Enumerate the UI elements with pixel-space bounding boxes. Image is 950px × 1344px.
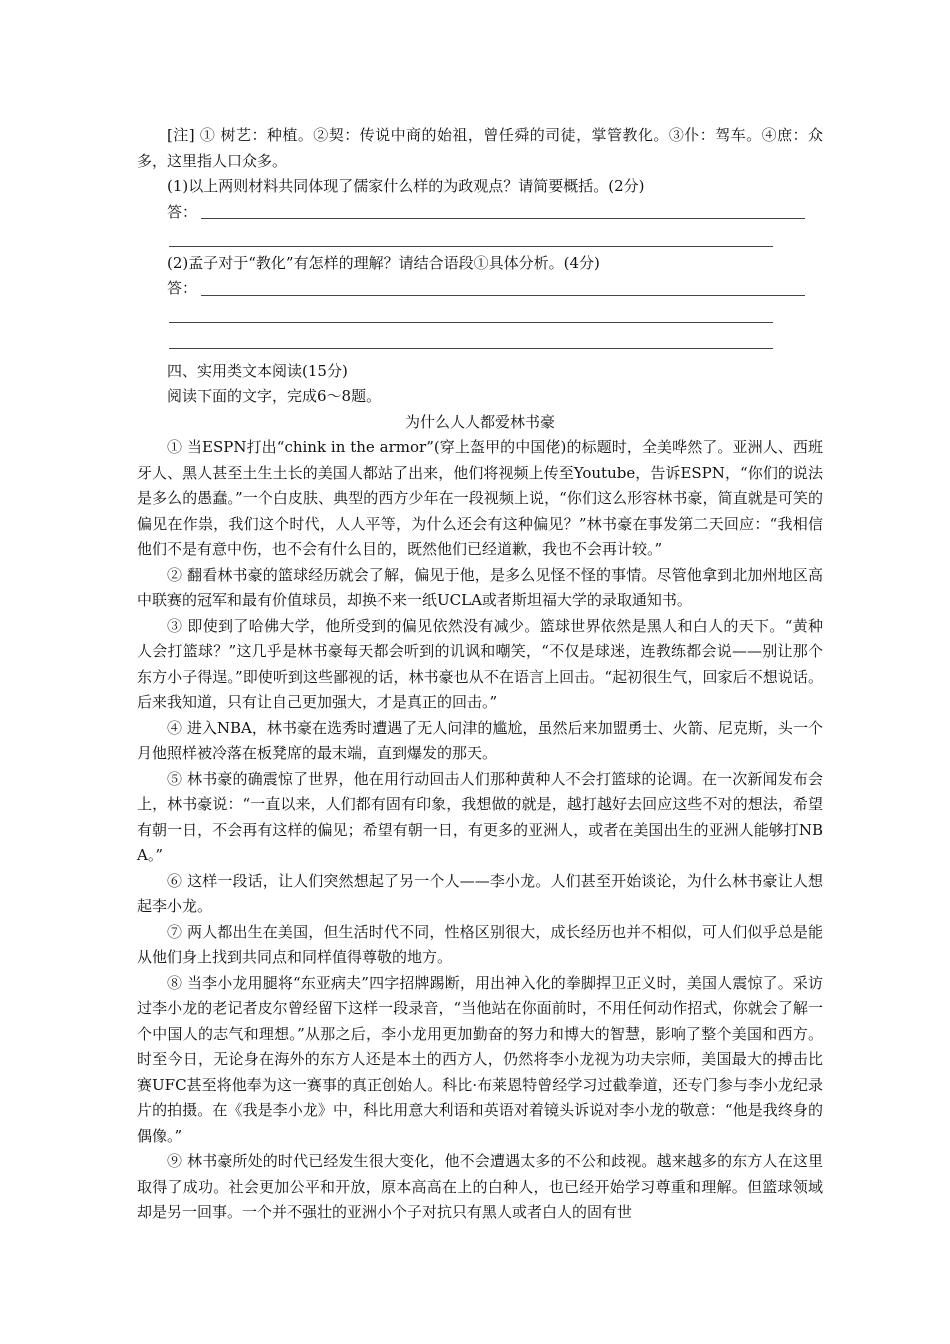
question-1: (1)以上两则材料共同体现了儒家什么样的为政观点？请简要概括。(2分): [167, 177, 645, 195]
question-2: (2)孟子对于“教化”有怎样的理解？请结合语段①具体分析。(4分): [167, 253, 600, 272]
answer-underline: [201, 218, 805, 219]
answer-underline: [201, 295, 805, 296]
answer-blank-line[interactable]: [167, 302, 823, 328]
article-title: 为什么人人都爱林书豪: [404, 412, 555, 431]
article-paragraph-4: ④ 进入NBA，林书豪在选秀时遭遇了无人问津的尴尬，虽然后来加盟勇士、火箭、尼克斯，头一个月他照样被冷落在板凳席的最末端，直到爆发的那天。: [137, 718, 823, 762]
section-instruction: 阅读下面的文字，完成6～8题。: [167, 387, 382, 405]
answer-label: 答：: [167, 202, 198, 221]
article-paragraph-8: ⑧ 当李小龙用腿将“东亚病夫”四字招牌踢断，用出神入化的拳脚捍卫正义时，美国人震惊了。采访过李小龙的老记者皮尔曾经留下这样一段录音，“当他站在你面前时，不用任何动作招式，你就会了解一个中国人的志气和理想。”从那之后，李小龙用更加勤奋的努力和博大的智慧，影响了整个美国和西方。时至今日，无论身在海外的东方人还是本土的西方人，仍然将李小龙视为功夫宗师，美国最大的搏击比赛UFC甚至将他奉为这一赛事的真正创始人。科比·布莱恩特曾经学习过截拳道，还专门参与李小龙纪录片的拍摄。在《我是李小龙》中，科比用意大利语和英语对着镜头诉说对李小龙的敬意：“他是我终身的偶像。”: [137, 973, 823, 1145]
article-paragraph-7: ⑦ 两人都出生在美国，但生活时代不同，性格区别很大，成长经历也并不相似，可人们似乎总是能从他们身上找到共同点和同样值得尊敬的地方。: [137, 922, 823, 966]
article-paragraph-9: ⑨ 林书豪所处的时代已经发生很大变化，他不会遭遇太多的不公和歧视。越来越多的东方人在这里取得了成功。社会更加公平和开放，原本高高在上的白种人，也已经开始学习尊重和理解。但篮球领域却是另一回事。一个并不强壮的亚洲小个子对抗只有黑人或者白人的固有世: [137, 1152, 823, 1221]
article-paragraph-5: ⑤ 林书豪的确震惊了世界，他在用行动回击人们那种黄种人不会打篮球的论调。在一次新闻发布会上，林书豪说：“一直以来，人们都有固有印象，我想做的就是，越打越好去回应这些不对的想法，希望有朝一日，不会再有这样的偏见；希望有朝一日，有更多的亚洲人，或者在美国出生的亚洲人能够打NBA。”: [137, 769, 823, 864]
answer-label: 答：: [167, 279, 198, 297]
answer-row-2[interactable]: [167, 276, 823, 302]
article-paragraph-1: ① 当ESPN打出“chink in the armor”(穿上盔甲的中国佬)的标题时，全美哗然了。亚洲人、西班牙人、黑人甚至土生土长的美国人都站了出来，他们将视频上传至Youtube，告诉ESPN，“你们的说法是多么的愚蠢。”一个白皮肤、典型的西方少年在一段视频上说，“你们这么形容林书豪，简直就是可笑的偏见在作祟，我们这个时代，人人平等，为什么还会有这种偏见？”林书豪在事发第二天回应：“我相信他们不是有意中伤，也不会有什么目的，既然他们已经道歉，我也不会再计较。”: [137, 438, 823, 558]
article-paragraph-2: ② 翻看林书豪的篮球经历就会了解，偏见于他，是多么见怪不怪的事情。尽管他拿到北加州地区高中联赛的冠军和最有价值球员，却换不来一纸UCLA或者斯坦福大学的录取通知书。: [137, 565, 823, 609]
answer-blank-line[interactable]: [167, 327, 823, 353]
answer-row-1[interactable]: [167, 200, 823, 226]
article-paragraph-6: ⑥ 这样一段话，让人们突然想起了另一个人——李小龙。人们甚至开始谈论，为什么林书豪让人想起李小龙。: [137, 871, 823, 915]
annotation-note: [注] ① 树艺：种植。②契：传说中商的始祖，曾任舜的司徒，掌管教化。③仆：驾车。④庶：众多，这里指人口众多。: [137, 126, 823, 170]
section-heading: 四、实用类文本阅读(15分): [167, 361, 348, 380]
document-content: [137, 123, 823, 1226]
article-paragraph-3: ③ 即使到了哈佛大学，他所受到的偏见依然没有减少。篮球世界依然是黑人和白人的天下。“黄种人会打篮球？”这几乎是林书豪每天都会听到的讥讽和嘲笑，“不仅是球迷，连教练都会说——别让那个东方小子得逞。”即使听到这些鄙视的话，林书豪也从不在语言上回击。“起初很生气，回家后不想说话。后来我知道，只有让自己更加强大，才是真正的回击。”: [137, 616, 823, 711]
answer-blank-line[interactable]: [167, 225, 823, 251]
